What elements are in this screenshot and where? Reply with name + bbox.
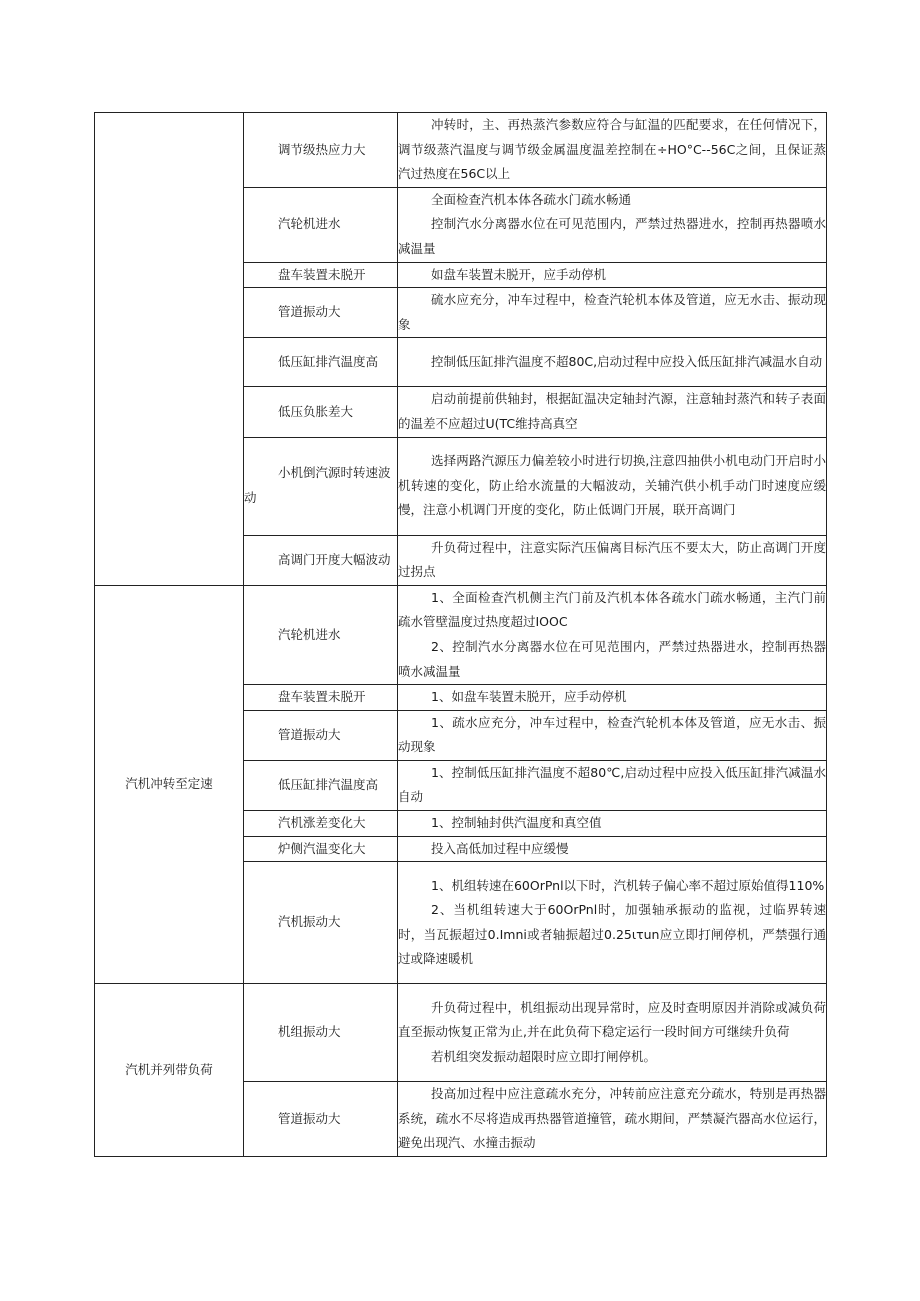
- risk-item-cell: 盘车装置未脱开: [244, 262, 398, 288]
- risk-item-cell: 低压负胀差大: [244, 387, 398, 437]
- measure-cell: 1、控制轴封供汽温度和真空值: [398, 811, 827, 837]
- table-row: [95, 984, 827, 1082]
- measure-cell: 硫水应充分，冲车过程中，检查汽轮机本体及管道，应无水击、振动现象: [398, 288, 827, 338]
- measure-cell: 1、控制低压缸排汽温度不超80℃,启动过程中应投入低压缸排汽减温水自动: [398, 760, 827, 810]
- stage-cell: 汽机并列带负荷: [95, 984, 244, 1157]
- risk-item-cell: 调节级热应力大: [244, 113, 398, 188]
- measure-cell: 投高加过程中应注意疏水充分，冲转前应注意充分疏水，特别是再热器系统，疏水不尽将造成再热器管道撞管，疏水期间，严禁凝汽器高水位运行，避免出现汽、水撞击振动: [398, 1082, 827, 1157]
- measure-cell: 选择两路汽源压力偏差较小时进行切换,注意四抽供小机电动门开启时小机转速的变化，防止给水流量的大幅波动，关辅汽供小机手动门时速度应缓慢，注意小机调门开度的变化，防止低调门开展，联开高调门: [398, 437, 827, 535]
- risk-control-table: [94, 112, 827, 1157]
- measure-cell: 1、如盘车装置未脱开，应手动停机: [398, 685, 827, 711]
- measure-cell: 冲转时，主、再热蒸汽参数应符合与缸温的匹配要求，在任何情况下，调节级蒸汽温度与调节级金属温度温差控制在÷HO°C--56C之间，且保证蒸汽过热度在56C以上: [398, 113, 827, 188]
- risk-item-cell: 低压缸排汽温度高: [244, 760, 398, 810]
- risk-item-cell: 汽机振动大: [244, 862, 398, 984]
- measure-cell: 投入高低加过程中应缓慢: [398, 836, 827, 862]
- risk-item-cell: 管道振动大: [244, 288, 398, 338]
- risk-item-cell: 盘车装置未脱开: [244, 685, 398, 711]
- risk-item-cell: 管道振动大: [244, 710, 398, 760]
- measure-cell: 如盘车装置未脱开，应手动停机: [398, 262, 827, 288]
- risk-item-cell: 汽轮机进水: [244, 585, 398, 684]
- table-row: [95, 113, 827, 188]
- measure-cell: 1、全面检查汽机侧主汽门前及汽机本体各疏水门疏水畅通，主汽门前疏水管壁温度过热度超过IOOC 2、控制汽水分离器水位在可见范围内，严禁过热器进水，控制再热器喷水减温量: [398, 585, 827, 684]
- measure-cell: 启动前提前供轴封，根据缸温决定轴封汽源，注意轴封蒸汽和转子表面的温差不应超过U(TC维持高真空: [398, 387, 827, 437]
- measure-cell: 升负荷过程中，机组振动出现异常时，应及时查明原因并消除或减负荷直至振动恢复正常为止,并在此负荷下稳定运行一段时间方可继续升负荷 若机组突发振动超限时应立即打闸停机。: [398, 984, 827, 1082]
- measure-cell: 全面检查汽机本体各疏水门疏水畅通 控制汽水分离器水位在可见范围内，严禁过热器进水，控制再热器喷水减温量: [398, 187, 827, 262]
- stage-cell: [95, 113, 244, 586]
- stage-cell: 汽机冲转至定速: [95, 585, 244, 984]
- risk-item-cell: 汽机涨差变化大: [244, 811, 398, 837]
- measure-cell: 升负荷过程中，注意实际汽压偏离目标汽压不要太大，防止高调门开度过拐点: [398, 535, 827, 585]
- risk-item-cell: 炉侧汽温变化大: [244, 836, 398, 862]
- risk-item-cell: 低压缸排汽温度高: [244, 338, 398, 387]
- measure-cell: 1、机组转速在60OrPnl以下时，汽机转子偏心率不超过原始值得110% 2、当机组转速大于60OrPnl时，加强轴承振动的监视，过临界转速时，当瓦振超过0.Imni或者轴振超过0.25ιτun应立即打闸停机，严禁强行通过或降速暖机: [398, 862, 827, 984]
- measure-cell: 控制低压缸排汽温度不超80C,启动过程中应投入低压缸排汽减温水自动: [398, 338, 827, 387]
- table-row: [95, 585, 827, 684]
- risk-item-cell: 高调门开度大幅波动: [244, 535, 398, 585]
- measure-cell: 1、疏水应充分，冲车过程中，检查汽轮机本体及管道，应无水击、振动现象: [398, 710, 827, 760]
- risk-item-cell: 管道振动大: [244, 1082, 398, 1157]
- risk-item-cell: 汽轮机进水: [244, 187, 398, 262]
- risk-item-cell: 小机倒汽源时转速波动: [244, 437, 398, 535]
- risk-item-cell: 机组振动大: [244, 984, 398, 1082]
